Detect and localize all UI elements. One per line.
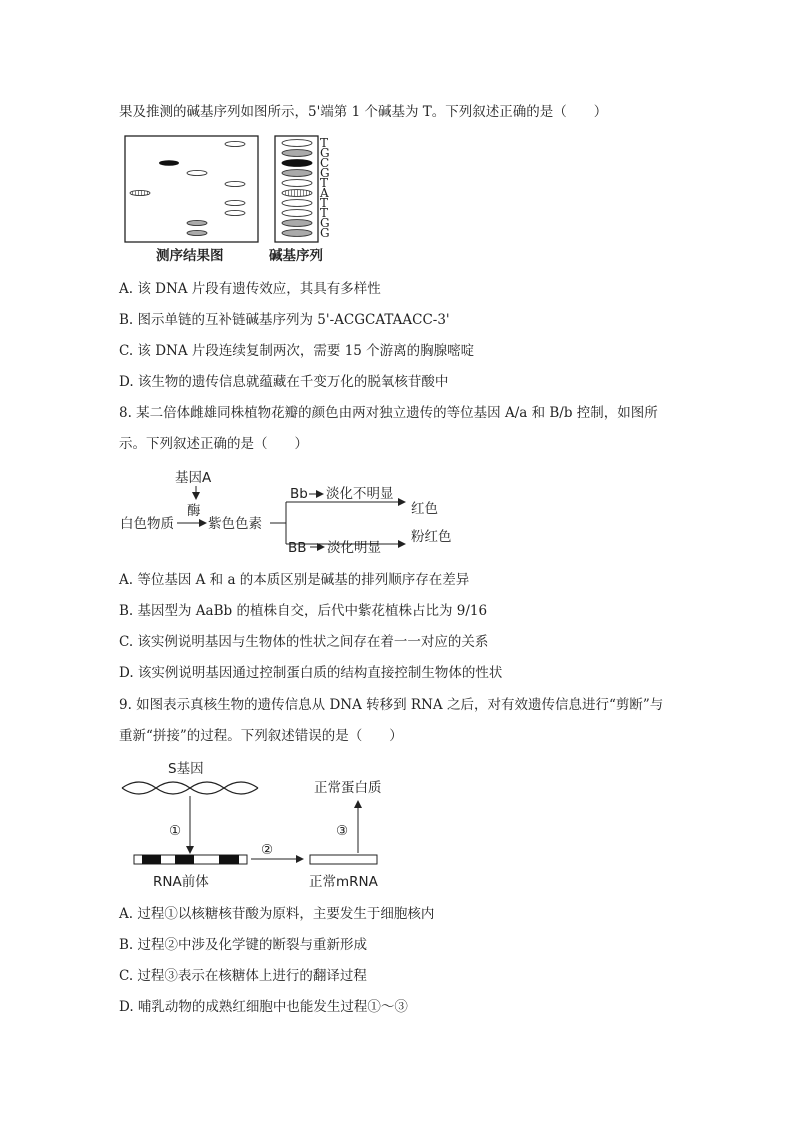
step2-label: ② xyxy=(261,842,274,858)
seq-letter: A xyxy=(320,186,329,200)
seq-band xyxy=(282,170,312,177)
normal-protein-label: 正常蛋白质 xyxy=(314,780,382,796)
sequence-letters xyxy=(319,136,330,240)
q9-stem-line1: 9. 如图表示真核生物的遗传信息从 DNA 转移到 RNA 之后，对有效遗传信息进行“剪断”与 xyxy=(119,697,664,713)
q9-stem-line2: 重新“拼接”的过程。下列叙述错误的是（ ） xyxy=(119,728,403,744)
seq-letter: G xyxy=(320,226,330,240)
gel-band xyxy=(187,170,207,175)
q8-option-b: B. 基因型为 AaBb 的植株自交，后代中紫花植株占比为 9/16 xyxy=(119,603,488,619)
pink-label: 粉红色 xyxy=(411,529,452,545)
seq-letter: G xyxy=(320,166,330,180)
seq-band xyxy=(282,180,312,187)
gel-band xyxy=(225,141,245,146)
q9-option-c: C. 过程③表示在核糖体上进行的翻译过程 xyxy=(119,968,367,984)
seq-band xyxy=(282,230,312,237)
lower-effect-label: 淡化明显 xyxy=(327,540,381,556)
dna-double-helix xyxy=(122,782,258,794)
q9-option-a: A. 过程①以核糖核苷酸为原料，主要发生于细胞核内 xyxy=(119,906,435,922)
gene-a-label: 基因A xyxy=(175,470,212,486)
step3-label: ③ xyxy=(336,823,349,839)
seq-band xyxy=(282,220,312,227)
caption-base-sequence: 碱基序列 xyxy=(269,248,323,264)
seq-letter: G xyxy=(320,146,330,160)
q7-option-d: D. 该生物的遗传信息就蕴藏在千变万化的脱氧核苷酸中 xyxy=(119,374,449,390)
q7-option-b: B. 图示单链的互补链碱基序列为 5'-ACGCATAACC-3' xyxy=(119,312,450,328)
s-gene-label: S基因 xyxy=(168,761,204,777)
white-substance-label: 白色物质 xyxy=(120,516,174,532)
splicing-figure xyxy=(120,756,410,891)
gel-band xyxy=(187,230,207,235)
gel-band xyxy=(225,181,245,186)
seq-letter: C xyxy=(320,156,330,170)
q8-stem-line2: 示。下列叙述正确的是（ ） xyxy=(119,436,308,452)
q8-option-a: A. 等位基因 A 和 a 的本质区别是碱基的排列顺序存在差异 xyxy=(119,572,470,588)
question-7-stem-tail: 果及推测的碱基序列如图所示，5'端第 1 个碱基为 T。下列叙述正确的是（ ） xyxy=(119,104,608,120)
seq-band xyxy=(282,150,312,157)
red-label: 红色 xyxy=(411,501,438,517)
q7-option-a: A. 该 DNA 片段有遗传效应，其具有多样性 xyxy=(119,281,381,297)
seq-band xyxy=(282,210,312,217)
normal-mrna-label: 正常mRNA xyxy=(309,874,378,890)
step1-label: ① xyxy=(169,823,182,839)
seq-band xyxy=(282,200,312,207)
purple-pigment-label: 紫色色素 xyxy=(208,516,262,532)
q8-stem-line1: 8. 某二倍体雌雄同株植物花瓣的颜色由两对独立遗传的等位基因 A/a 和 B/b 控制，如图所 xyxy=(119,405,658,421)
gel-band xyxy=(225,200,245,205)
gel-band xyxy=(159,160,179,166)
q9-option-b: B. 过程②中涉及化学键的断裂与重新形成 xyxy=(119,937,368,953)
gel-result-box xyxy=(125,136,258,242)
seq-letter: T xyxy=(320,196,329,210)
seq-band xyxy=(282,140,312,147)
gel-band xyxy=(130,190,150,195)
caption-sequencing-result: 测序结果图 xyxy=(156,248,224,264)
pigment-pathway-figure xyxy=(120,466,465,561)
enzyme-label: 酶 xyxy=(187,503,201,519)
seq-band xyxy=(282,190,312,197)
q7-option-c: C. 该 DNA 片段连续复制两次，需要 15 个游离的胸腺嘧啶 xyxy=(119,343,475,359)
q9-option-d: D. 哺乳动物的成熟红细胞中也能发生过程①～③ xyxy=(119,999,408,1015)
bb-upper-label: Bb xyxy=(290,486,308,502)
gel-band xyxy=(225,210,245,215)
seq-band xyxy=(282,160,312,167)
q8-option-d: D. 该实例说明基因通过控制蛋白质的结构直接控制生物体的性状 xyxy=(119,665,503,681)
rna-precursor-label: RNA前体 xyxy=(153,874,209,890)
rna-precursor-bar xyxy=(134,855,247,864)
q8-option-c: C. 该实例说明基因与生物体的性状之间存在着一一对应的关系 xyxy=(119,634,489,650)
sequencing-figure xyxy=(120,132,350,272)
seq-letter: G xyxy=(320,216,330,230)
bb-lower-label: BB xyxy=(288,540,307,556)
seq-letter: T xyxy=(320,176,329,190)
seq-letter: T xyxy=(320,136,329,150)
seq-letter: T xyxy=(320,206,329,220)
gel-band xyxy=(187,220,207,225)
upper-effect-label: 淡化不明显 xyxy=(326,486,394,502)
normal-mrna-bar xyxy=(310,855,377,864)
